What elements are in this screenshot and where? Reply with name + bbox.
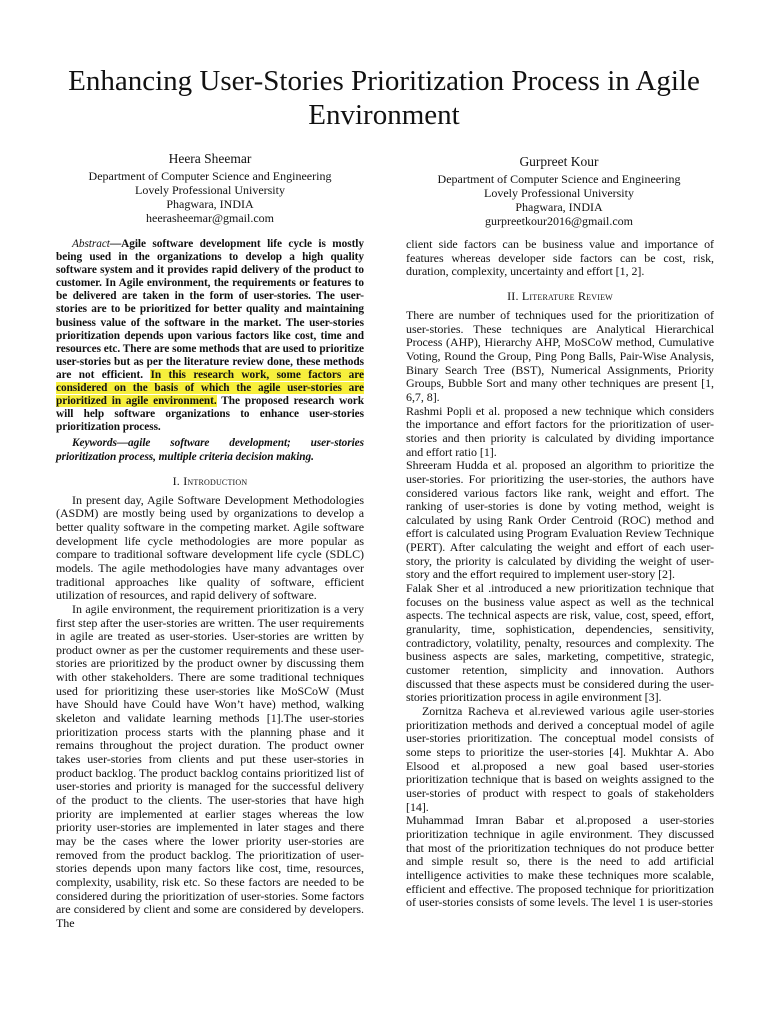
paragraph: Muhammad Imran Babar et al.proposed a user-stories prioritization technique in agile environment. They discussed that most of the prioritization techniques do not produce better and simple result so, there is the need to add artificial intelligence activities to make these techniques more scalable, efficient and effective. The proposed technique for prioritization of user-stories consists of some levels. The level 1 is user-stories [406,813,714,910]
paragraph: Rashmi Popli et al. proposed a new technique which considers the importance and effort factors for the prioritization of user-stories and then priority is calculated by dividing importance and effort ratio [1]. [406,403,714,459]
paragraph: Shreeram Hudda et al. proposed an algorithm to prioritize the user-stories. For prioritizing the user-stories, the authors have considered various factors like rank, weight and effort. The ranking of user-stories is done by voting method, weight is calculated by using Rank Order Centroid (ROC) method and effort is calculated using Program Evaluation Review Technique (PERT). After calculating the weight and effort of each user-story, the priority is calculated by dividing the weight of user-story and the effort required to implement user-story [2]. [406,458,714,582]
author-block-2 [399,154,719,228]
paragraph: In agile environment, the requirement prioritization is a very first step after the user-stories are written. The user requirements in agile are treated as user-stories. User-stories are written by product owner as per the customer requirements and these user-stories are prioritized by the product owner by discussing them with other stakeholders. There are some traditional techniques used for prioritizing these user-stories like MoSCoW (Must have Should have Could have Won’t have) method, walking skeleton and validate learning methods [1].The user-stories prioritization process starts with the planning phase and it remains throughout the project duration. The product owner takes user-stories from clients and put these user-stories in product backlog. The product backlog contains prioritized list of user-stories and priority is managed for the successful delivery of the product to the clients. The user-stories that have high priority are implemented at earlier stages whereas the low priority user-stories are implemented in later stages and there may be the cases where the lower priority user-stories are removed from the product backlog. The prioritization of user-stories depends upon many factors like cost, time, resources, complexity, usability, risk etc. So these factors are needed to be considered during the prioritization of user-stories. Some factors are considered by client and some are considered by developers. The [56,601,364,930]
paper-title: Enhancing User-Stories Prioritization Process in Agile Environment [68,65,700,131]
keywords [56,437,364,463]
abstract [56,238,364,434]
abstract-highlight: In this research work, some factors are considered on the basis of which the agile user-stories are prioritized in agile environment. [56,368,364,408]
section-heading-literature-review: II. Literature Review [507,288,613,303]
author-university: Lovely Professional University [484,186,634,200]
author-email[interactable]: heerasheemar@gmail.com [146,211,274,225]
paragraph: Falak Sher et al .introduced a new prioritization technique that focuses on the business value aspect as well as the technical aspects. The technical aspects are risk, value, cost, speed, effort, granularity, time, sophistication, dependencies, sensitivity, contradictory, volatility, penalty, resources and complexity. The business aspects are sales, marketing, competitive, strategic, customer retention, simplicity and innovation. Authors discussed that these aspects must be considered during the user-stories prioritization process in agile environment [3]. [406,581,714,705]
author-location: Phagwara, INDIA [515,200,603,214]
author-name: Heera Sheemar [168,151,252,166]
abstract-label: Abstract [72,238,110,250]
author-university: Lovely Professional University [135,183,285,197]
paragraph: In present day, Agile Software Development Methodologies (ASDM) are mostly being used by organizations to develop a better quality software in the competing market. Agile software development life cycle methodologies are more popular as compare to traditional software development life cycle (SDLC) models. The agile methodologies have many advantages over traditional approaches like quality of software, efficient utilization of resources, and rapid delivery of software. [56,492,364,603]
author-department: Department of Computer Science and Engineering [88,169,332,183]
right-column [406,238,714,910]
author-name: Gurpreet Kour [519,154,599,169]
abstract-dash: — [109,238,122,250]
paragraph: There are number of techniques used for the prioritization of user-stories. These techniques are Analytical Hierarchical Process (AHP), Hierarchy AHP, MoSCoW method, Cumulative Voting, Round the Group, Ping Pong Balls, Pair-Wise Analysis, Binary Search Tree (BST), Numerical Assignments, Priority Groups, Bubble Sort and many other techniques are present [1, 6,7, 8]. [406,307,714,404]
author-department: Department of Computer Science and Engineering [437,172,681,186]
paragraph: client side factors can be business value and importance of features whereas developer side factors can be cost, risk, duration, complexity, uncertainty and effort [1, 2]. [406,237,714,279]
keywords-label: Keywords— [72,437,129,450]
left-column [56,238,364,931]
paragraph: Zornitza Racheva et al.reviewed various agile user-stories prioritization methods and derived a conceptual model of agile user-stories prioritization. The conceptual model consists of some steps to prioritize the user-stories [4]. Mukhtar A. Abo Elsood et al.proposed a new goal based user-stories prioritization technique that is based on weights assigned to the user-stories of product with respect to goals of stakeholders [14]. [406,704,714,814]
abstract-text-end: The proposed research work will help software organizations to enhance user-stories prioritization process. [56,395,364,434]
keywords-text: agile software development; user-stories prioritization process, multiple criteria decision making. [56,437,364,463]
section-heading-introduction: I. Introduction [172,473,248,488]
abstract-text: Agile software development life cycle is mostly being used in the organizations to develop a high quality software system and it provides rapid delivery of the product to customer. In Agile environment, the requirements or features to be delivered are taken in the form of user-stories. The user-stories are to be prioritized for better quality and maintaining business value of the software in the market. The user-stories prioritization depends upon various factors like cost, time and resources etc. There are some methods that are used to prioritize user-stories but as per the literature review done, these methods are not efficient. [56,238,364,381]
author-email[interactable]: gurpreetkour2016@gmail.com [484,214,633,228]
author-block-1 [55,151,365,225]
author-location: Phagwara, INDIA [166,197,254,211]
